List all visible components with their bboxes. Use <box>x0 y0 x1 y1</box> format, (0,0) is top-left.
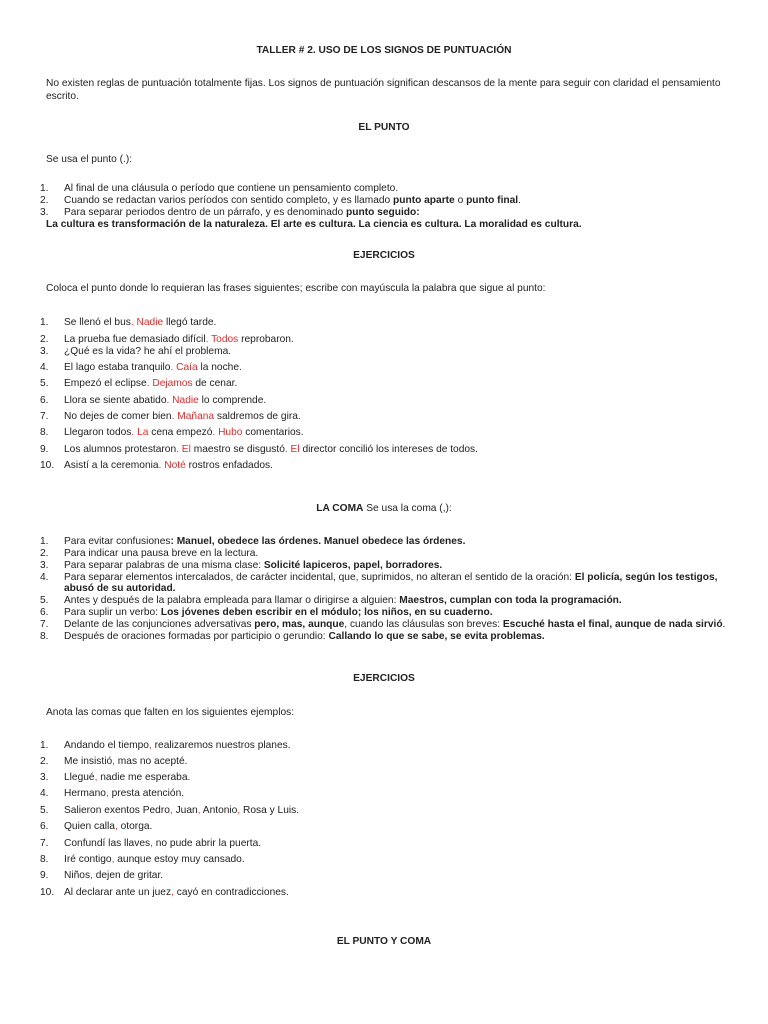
exercise-text: cena empezó <box>148 427 213 438</box>
exercise-text: Confundí las llaves <box>64 838 151 849</box>
exercise-item <box>40 460 740 472</box>
comma-mark: , <box>105 788 109 799</box>
list-number: 5. <box>40 595 49 606</box>
exercise-item <box>40 427 740 439</box>
section-heading-punto: EL PUNTO <box>358 122 410 133</box>
list-number: 2. <box>40 195 49 206</box>
exercise-item <box>40 821 740 833</box>
list-item <box>40 195 740 207</box>
exercise-item <box>40 378 740 390</box>
exercise-text: Antonio <box>200 805 238 816</box>
punto-example <box>46 219 746 231</box>
exercise-item <box>40 740 740 752</box>
list-text: Para separar elementos intercalados, de carácter incidental, que, suprimidos, no alteran el sentido de la oración: <box>64 572 575 583</box>
list-number: 5. <box>40 805 49 816</box>
section-heading-coma <box>0 503 768 514</box>
list-number: 1. <box>40 317 49 328</box>
exercise-text: Me insistió <box>64 756 113 767</box>
bold-term: punto final <box>466 195 519 206</box>
list-number: 8. <box>40 631 49 642</box>
example-bold: : Manuel, obedece las órdenes. Manuel obedece las órdenes. <box>170 536 466 547</box>
exercise-item <box>40 362 740 374</box>
punto-lead: Se usa el punto (.): <box>46 154 133 165</box>
list-text: Para suplir un verbo: <box>64 607 161 618</box>
section-heading-ejercicios-2: EJERCICIOS <box>353 673 415 684</box>
exercise-item <box>40 854 740 866</box>
comma-mark: , <box>94 772 98 783</box>
list-text: Antes y después de la palabra empleada para llamar o dirigirse a alguien: <box>64 595 400 606</box>
list-number: 3. <box>40 560 49 571</box>
exercise-text: realizaremos nuestros planes. <box>151 740 291 751</box>
exercise-text: Llegaron todos <box>64 427 132 438</box>
list-number: 4. <box>40 788 49 799</box>
comma-mark: , <box>114 821 118 832</box>
list-number: 4. <box>40 362 49 373</box>
exercise-text: Iré contigo <box>64 854 112 865</box>
section-heading-ejercicios-1: EJERCICIOS <box>353 250 415 261</box>
list-text: Después de oraciones formadas por participio o gerundio: <box>64 631 329 642</box>
coma-heading-rest: Se usa la coma (,): <box>363 503 452 514</box>
list-text: Para separar palabras de una misma clase: <box>64 560 264 571</box>
exercise-item <box>40 870 740 882</box>
list-number: 6. <box>40 607 49 618</box>
list-text: Para indicar una pausa breve en la lectura. <box>64 548 259 559</box>
example-bold: Maestros, cumplan con toda la programación. <box>399 595 622 606</box>
list-text: Cuando se redactan varios períodos con sentido completo, y es llamado <box>64 195 394 206</box>
exercise-text: cayó en contradicciones. <box>173 887 289 898</box>
correction-mark: . La <box>131 427 149 438</box>
exercise-item <box>40 444 740 456</box>
comma-mark: , <box>112 756 115 767</box>
list-text: . <box>518 195 521 206</box>
exercise-text: director concilió los intereses de todos. <box>299 444 478 455</box>
correction-mark: . Mañana <box>171 411 215 422</box>
exercise-item <box>40 788 740 800</box>
exercise-text: saldremos de gira. <box>214 411 301 422</box>
list-number: 6. <box>40 395 49 406</box>
correction-mark: . Dejamos <box>146 378 193 389</box>
exercise-text: Andando el tiempo <box>64 740 149 751</box>
comma-mark: , <box>197 805 201 816</box>
comma-mark: , <box>169 805 173 816</box>
example-bold: El policía, según los testigos, <box>574 572 718 583</box>
exercise-text: no pude abrir la puerta. <box>152 838 262 849</box>
example-bold: Solicité lapiceros, papel, borradores. <box>263 560 443 571</box>
exercise-item <box>40 756 740 768</box>
bold-term: punto seguido: <box>346 207 420 218</box>
exercise-item <box>40 887 740 899</box>
list-text: . <box>722 619 726 630</box>
correction-mark: . Nadie <box>166 395 199 406</box>
exercise-text: Los alumnos protestaron <box>64 444 177 455</box>
list-number: 9. <box>40 870 49 881</box>
list-number: 8. <box>40 854 49 865</box>
list-item <box>40 607 740 619</box>
example-bold: Callando lo que se sabe, se evita problemas. <box>328 631 545 642</box>
example-sentence: La cultura es transformación de la naturaleza. El arte es cultura. La ciencia es cultura. La moralidad es cultura. <box>46 219 582 230</box>
exercise-text: dejen de gritar. <box>92 870 164 881</box>
exercise-text: llegó tarde. <box>163 317 217 328</box>
list-number: 8. <box>40 427 49 438</box>
list-number: 3. <box>40 772 49 783</box>
exercise-text: No dejes de comer bien <box>64 411 172 422</box>
exercise-text: El lago estaba tranquilo <box>64 362 171 373</box>
list-number: 10. <box>40 887 55 898</box>
list-number: 1. <box>40 183 49 194</box>
exercise-item <box>40 317 740 329</box>
comma-mark: , <box>111 854 115 865</box>
exercise-item <box>40 346 740 358</box>
exercise-item <box>40 395 740 407</box>
ejercicios2-lead: Anota las comas que falten en los siguientes ejemplos: <box>46 707 295 718</box>
list-number: 3. <box>40 207 49 218</box>
correction-mark: . Hubo <box>212 427 243 438</box>
exercise-text: aunque estoy muy cansado. <box>114 854 245 865</box>
list-number: 3. <box>40 346 49 357</box>
intro-paragraph: No existen reglas de puntuación totalmente fijas. Los signos de puntuación significan descansos de la mente para seguir con claridad el pensamiento escrito. <box>46 78 721 102</box>
list-number: 2. <box>40 756 49 767</box>
exercise-item <box>40 411 740 423</box>
example-bold: Escuché hasta el final, aunque de nada sirvió <box>502 619 723 630</box>
exercise-text: Salieron exentos Pedro <box>64 805 170 816</box>
exercise-item <box>40 838 740 850</box>
exercise-text: ¿Qué es la vida? he ahí el problema. <box>64 346 232 357</box>
list-item <box>40 560 740 572</box>
list-number: 10. <box>40 460 55 471</box>
list-text: , cuando las cláusulas son breves: <box>344 619 503 630</box>
list-item <box>40 548 740 560</box>
example-bold: pero, mas, aunque <box>254 619 345 630</box>
list-text: Al final de una cláusula o período que contiene un pensamiento completo. <box>64 183 399 194</box>
ejercicios1-lead: Coloca el punto donde lo requieran las frases siguientes; escribe con mayúscula la palabra que sigue al punto: <box>46 283 546 294</box>
comma-mark: , <box>237 805 241 816</box>
list-number: 2. <box>40 334 49 345</box>
exercise-text: mas no acepté. <box>114 756 188 767</box>
correction-mark: . El <box>176 444 191 455</box>
list-number: 6. <box>40 821 49 832</box>
list-text: o <box>454 195 467 206</box>
exercise-text: Quien calla <box>64 821 115 832</box>
exercise-text: la noche. <box>197 362 242 373</box>
exercise-text: Rosa y Luis. <box>240 805 300 816</box>
list-number: 7. <box>40 838 49 849</box>
list-item <box>40 207 740 219</box>
exercise-text: Empezó el eclipse <box>64 378 147 389</box>
exercise-text: Se llenó el bus <box>64 317 131 328</box>
exercise-text: maestro se disgustó <box>190 444 285 455</box>
list-number: 2. <box>40 548 49 559</box>
list-item <box>40 536 740 548</box>
exercise-text: Hermano <box>64 788 106 799</box>
correction-mark: . El <box>284 444 300 455</box>
comma-mark: , <box>148 740 152 751</box>
exercise-text: Asistí a la ceremonia <box>64 460 159 471</box>
list-number: 4. <box>40 572 49 583</box>
correction-mark: . Noté <box>158 460 186 471</box>
exercise-text: Al declarar ante un juez <box>64 887 172 898</box>
exercise-text: lo comprende. <box>198 395 267 406</box>
list-item <box>40 631 740 643</box>
section-heading-punto-y-coma: EL PUNTO Y COMA <box>336 936 432 947</box>
document-title: TALLER # 2. USO DE LOS SIGNOS DE PUNTUACIÓN <box>256 45 512 56</box>
list-number: 9. <box>40 444 49 455</box>
exercise-text: Llora se siente abatido <box>64 395 167 406</box>
comma-mark: , <box>171 887 174 898</box>
list-item <box>40 183 740 195</box>
example-bold: Los jóvenes deben escribir en el módulo; los niños, en su cuaderno. <box>160 607 493 618</box>
comma-mark: , <box>90 870 93 881</box>
bold-term: punto aparte <box>393 195 455 206</box>
exercise-item <box>40 805 740 817</box>
list-number: 1. <box>40 536 49 547</box>
list-number: 1. <box>40 740 49 751</box>
exercise-text: nadie me esperaba. <box>97 772 191 783</box>
list-number: 7. <box>40 411 49 422</box>
exercise-text: comentarios. <box>242 427 304 438</box>
exercise-text: La prueba fue demasiado difícil <box>64 334 206 345</box>
rule4-continuation: abusó de su autoridad. <box>64 583 176 594</box>
correction-mark: . Nadie <box>130 317 164 328</box>
exercise-item <box>40 334 740 346</box>
exercise-text: presta atención. <box>108 788 185 799</box>
exercise-item <box>40 772 740 784</box>
list-item <box>40 595 740 607</box>
list-text: Para separar periodos dentro de un párrafo, y es denominado <box>64 207 347 218</box>
exercise-text: Juan <box>172 805 198 816</box>
exercise-text: otorga. <box>117 821 153 832</box>
list-number: 7. <box>40 619 49 630</box>
exercise-text: de cenar. <box>192 378 238 389</box>
list-text: Para evitar confusiones <box>64 536 171 547</box>
comma-mark: , <box>150 838 153 849</box>
coma-heading-bold: LA COMA <box>316 503 364 514</box>
exercise-text: reprobaron. <box>238 334 294 345</box>
list-text: Delante de las conjunciones adversativas <box>64 619 255 630</box>
list-item <box>40 619 740 631</box>
exercise-text: Niños <box>64 870 91 881</box>
exercise-text: rostros enfadados. <box>185 460 273 471</box>
list-number: 5. <box>40 378 49 389</box>
exercise-text: Llegué <box>64 772 95 783</box>
correction-mark: . Caía <box>170 362 198 373</box>
correction-mark: . Todos <box>205 334 239 345</box>
